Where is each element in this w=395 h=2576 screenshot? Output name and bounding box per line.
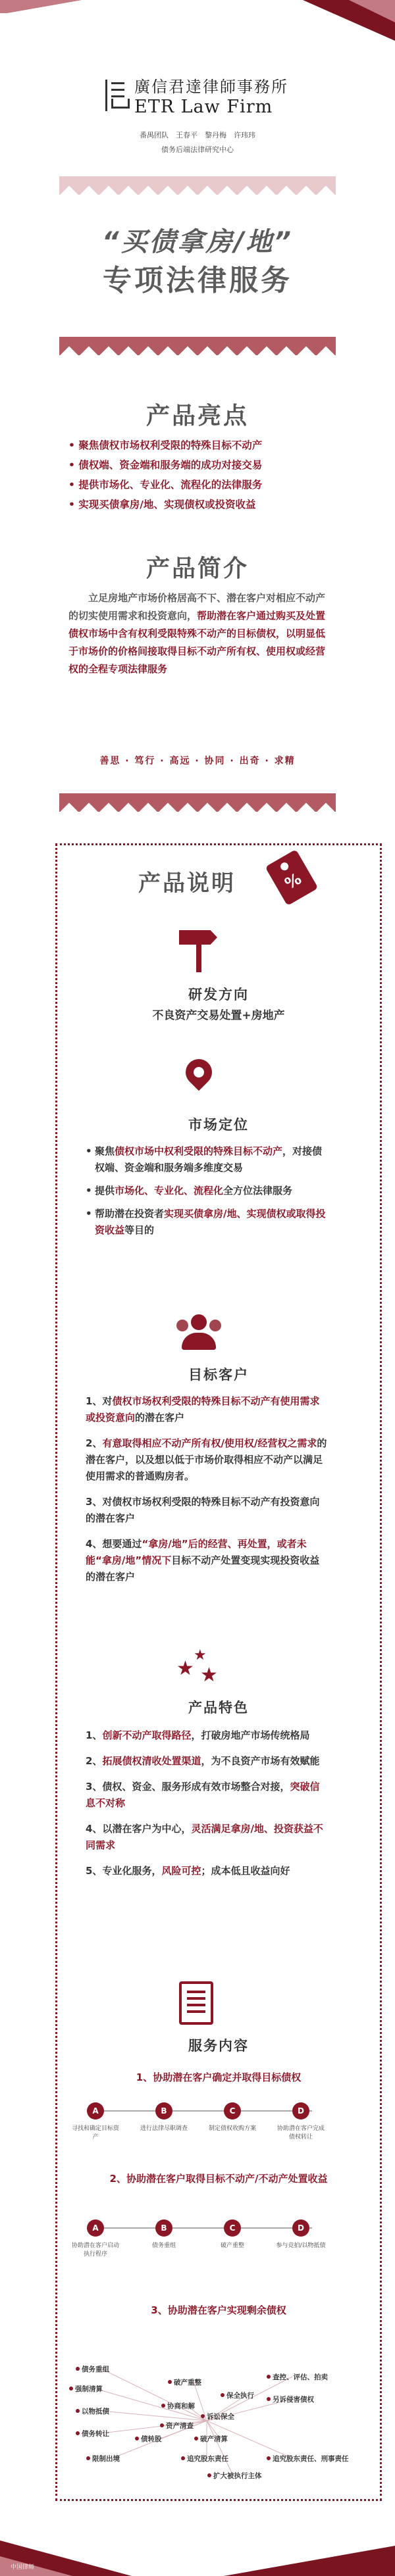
network-label: 扩大被执行主体 — [213, 2472, 262, 2480]
stars-icon: ★ ★ ★ — [176, 1647, 218, 1687]
authors-line: 番禺团队 王春平 黎丹梅 许玮玮 — [140, 131, 255, 139]
list-item: • 帮助潜在投资者实现买债拿房/地、实现债权或取得投资收益等目的 — [86, 1206, 329, 1239]
step-node: B — [155, 2102, 172, 2119]
list-item: 5、专业化服务，风险可控；成本低且收益向好 — [86, 1865, 290, 1877]
services-title: 服务内容 — [188, 2038, 249, 2054]
network-label: 保全执行 — [226, 2392, 254, 2400]
triangle-divider — [59, 337, 336, 355]
product-heading: 产品说明 — [138, 870, 236, 897]
network-label: 追究股东责任 — [187, 2455, 228, 2463]
network-link — [101, 2411, 207, 2421]
page-title — [0, 224, 395, 301]
triangle-divider — [59, 793, 336, 812]
network-label: 另诉侵害债权 — [273, 2396, 314, 2404]
corner-decoration-left — [0, 0, 105, 13]
network-dot — [207, 2473, 211, 2477]
list-item: 3、债权、资金、服务形成有效市场整合对接，突破信息不对称 — [86, 1781, 320, 1809]
market-list — [86, 1143, 329, 1245]
step-node: A — [87, 2219, 104, 2237]
direction-text: 不良资产交易处置+房地产 — [152, 1009, 285, 1022]
direction-title: 研发方向 — [188, 987, 249, 1003]
list-item: 1、创新不动产取得路径，打破房地产市场传统格局 — [86, 1729, 310, 1741]
network-dot — [76, 2431, 80, 2435]
list-item: 4、以潜在客户为中心，灵活满足拿房/地、投资获益不同需求 — [86, 1823, 323, 1851]
network-dot — [201, 2414, 205, 2418]
network-dot — [267, 2397, 271, 2401]
network-label: 债转股 — [141, 2435, 162, 2443]
network-dot — [194, 2437, 198, 2440]
network-label: 限制出境 — [92, 2455, 120, 2463]
people-icon — [172, 1314, 225, 1351]
list-item: • 债权端、资金端和服务端的成功对接交易 — [68, 459, 263, 471]
service-step-3-title: 3、协助潜在客户实现剩余债权 — [151, 2304, 286, 2316]
firm-logo — [105, 74, 288, 117]
step-node: D — [292, 2219, 309, 2237]
list-item: • 聚焦债权市场中权利受限的特殊目标不动产，对接债权端、资金端和服务端多维度交易 — [86, 1143, 329, 1176]
network-link — [207, 2421, 233, 2475]
network-label: 资产清查 — [166, 2422, 194, 2430]
location-pin-icon — [184, 1059, 213, 1099]
network-dot — [267, 2456, 271, 2460]
intro-paragraph — [68, 589, 332, 678]
title-line2: 专项法律服务 — [103, 264, 292, 297]
network-dot — [168, 2380, 172, 2384]
list-item: 1、对债权市场权利受限的特殊目标不动产有使用需求或投资意向的潜在客户 — [86, 1395, 320, 1424]
step-label: 协助潜在客户完成债权转让 — [276, 2125, 325, 2141]
service-step-1-timeline — [87, 2110, 312, 2112]
signpost-icon — [176, 928, 223, 974]
bottom-decoration — [0, 2537, 395, 2576]
corner-decoration-right-light — [349, 0, 395, 22]
network-dot — [76, 2409, 80, 2413]
step-label: 协助潜在客户启动执行程序 — [71, 2242, 119, 2258]
intro-text: 立足房地产市场价格居高不下、潜在客户对相应不动产的切实使用需求和投资意向， — [68, 592, 326, 622]
network-dot — [86, 2456, 90, 2460]
step-label: 制定债权收购方案 — [208, 2125, 256, 2132]
network-dot — [161, 2404, 165, 2408]
highlights-list — [68, 435, 345, 514]
target-list — [86, 1393, 329, 1595]
network-dot — [160, 2423, 164, 2427]
network-label: 以物抵债 — [82, 2408, 109, 2415]
list-item: • 聚焦债权市场权利受限的特殊目标不动产 — [68, 439, 263, 451]
firm-name-en: ETR Law Firm — [134, 97, 273, 117]
step-node: C — [224, 2219, 241, 2237]
features-list — [86, 1727, 329, 1889]
firm-logo-icon — [105, 80, 128, 111]
step-label: 寻找和确定目标资产 — [71, 2125, 119, 2141]
list-item: 3、对债权市场权利受限的特殊目标不动产有投资意向的潜在客户 — [86, 1496, 320, 1524]
step-label: 债务重组 — [151, 2242, 176, 2249]
features-title: 产品特色 — [188, 1700, 249, 1716]
list-item: 2、拓展债权清收处置渠道，为不良资产市场有效赋能 — [86, 1755, 320, 1767]
network-label: 协商和解 — [167, 2402, 195, 2410]
service-step-1-title: 1、协助潜在客户确定并取得目标债权 — [136, 2071, 302, 2083]
step-node: A — [87, 2102, 104, 2119]
step-node: D — [292, 2102, 309, 2119]
debt-recovery-network — [55, 2355, 382, 2500]
step-label: 进行法律尽职调查 — [140, 2125, 188, 2132]
network-label: 债务重组 — [82, 2365, 109, 2373]
step-label: 破产重整 — [220, 2242, 244, 2249]
list-item: 2、有意取得相应不动产所有权/使用权/经营权之需求的潜在客户，以及想以低于市场价取得相应不动产以满足使用需求的普通购房者。 — [86, 1437, 327, 1482]
highlights-heading: 产品亮点 — [145, 403, 249, 430]
step-label: 参与竞拍/以物抵债 — [276, 2242, 326, 2249]
list-item: • 提供市场化、专业化、流程化的法律服务 — [68, 479, 263, 491]
network-label: 追究股东责任、刑事责任 — [273, 2455, 349, 2463]
authors — [0, 128, 395, 157]
authors-dept: 债务后端法律研究中心 — [161, 145, 234, 154]
document-icon — [179, 1981, 213, 2025]
watermark: 中国律师 — [11, 2564, 35, 2571]
network-label: 破产清算 — [200, 2435, 228, 2443]
list-item: • 提供市场化、专业化、流程化全方位法律服务 — [86, 1183, 329, 1199]
list-item: 4、想要通过“拿房/地”后的经营、再处置，或者未能“拿房/地”情况下目标不动产处置变现实现投资收益的潜在客户 — [86, 1538, 320, 1583]
network-dot — [221, 2393, 224, 2397]
service-step-2-title: 2、协助潜在客户取得目标不动产/不动产处置收益 — [109, 2173, 328, 2185]
step-node: C — [224, 2102, 241, 2119]
target-title: 目标客户 — [188, 1367, 249, 1383]
network-label: 强制清算 — [75, 2385, 103, 2393]
network-label: 诉讼保全 — [207, 2413, 234, 2421]
triangle-divider — [59, 176, 336, 195]
network-dot — [181, 2456, 185, 2460]
network-dot — [135, 2437, 139, 2440]
step-node: B — [155, 2219, 172, 2237]
network-dot — [76, 2367, 80, 2371]
title-line1: “买债拿房/地” — [101, 227, 294, 257]
list-item: • 实现买债拿房/地、实现债权或投资收益 — [68, 499, 256, 510]
service-step-2-timeline — [87, 2227, 312, 2229]
network-label: 破产重整 — [174, 2379, 201, 2387]
network-dot — [69, 2387, 73, 2390]
intro-heading: 产品简介 — [145, 555, 249, 582]
firm-name-cn: 廣信君達律師事務所 — [134, 78, 288, 96]
tagline: 善思 · 笃行 · 高远 · 协同 · 出奇 · 求精 — [99, 756, 296, 766]
market-title: 市场定位 — [188, 1117, 249, 1133]
network-label: 债务转让 — [82, 2430, 109, 2438]
intro-highlight: 帮助潜在客户通过购买及处置债权市场中含有权利受限特殊不动产的目标债权，以明显低于市场价的价格间接取得目标不动产所有权、使用权或经营权的全程专项法律服务 — [68, 610, 326, 675]
network-dot — [267, 2375, 271, 2379]
network-label: 查控、评估、拍卖 — [273, 2373, 328, 2381]
